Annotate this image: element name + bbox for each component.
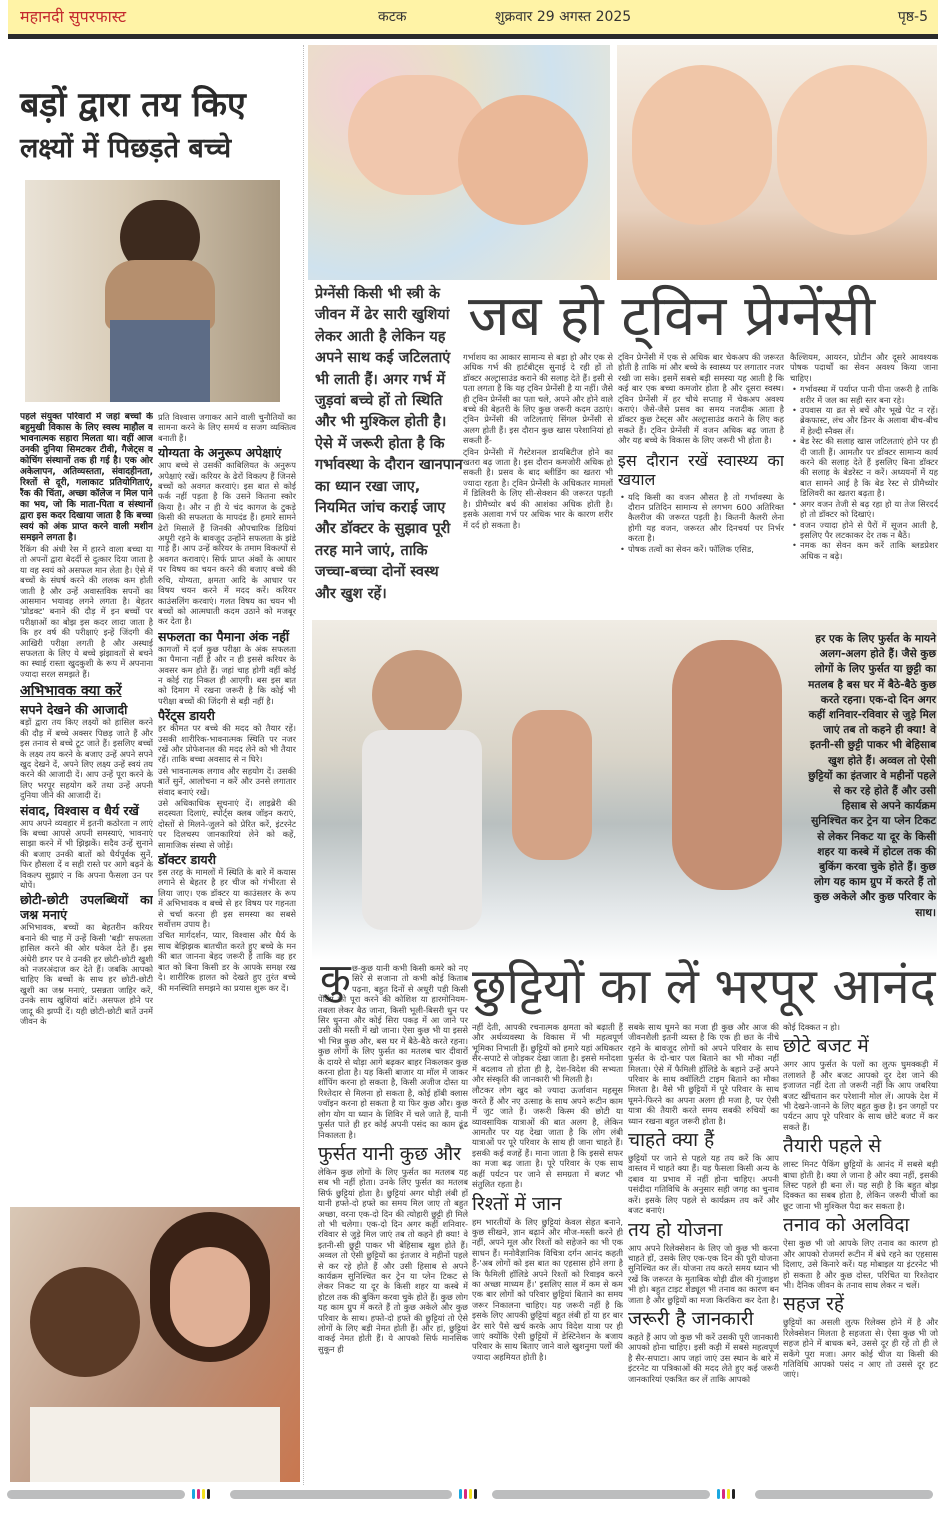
paragraph: सबके साथ घूमने का मजा ही कुछ और आज की जीवनशैली इतनी व्यस्त है कि एक ही छत के नीचे रहने के बावजूद लोगों को अपने परिवार के साथ फुर्सत के दो-चार पल बिताने का भी मौका नहीं मिलता। ऐसे में फैमिली हॉलिडे के बहाने उन्हें अपने परिवार के साथ क्वॉलिटी टाइम बिताने का मौका मिलता है। वैसे भी छुट्टियों में पूरे परिवार के साथ घूमने-फिरने का अपना अलग ही मजा है, पर ऐसी यात्रा की तैयारी करते समय सबकी रुचियों का ध्यान रखना बहुत जरूरी होता है। bbox=[628, 1022, 779, 1126]
article3-column-4 bbox=[783, 1022, 938, 1482]
registration-mark bbox=[192, 1489, 195, 1499]
subheading: पैरेंट्स डायरी bbox=[158, 708, 215, 724]
smiling-twins-photo bbox=[617, 45, 937, 280]
paragraph: प्रति विश्वास जगाकर आने वाली चुनौतियों का सामना करने के लिए समर्थ व सजग व्यक्तित्व बनाती हैं। bbox=[158, 412, 296, 443]
paragraph: ट्विन प्रेग्नेंसी में एक से अधिक बार चेकअप की जरूरत होती है ताकि मां और बच्चे के स्वास्थ्य पर लगातार नजर रखी जा सके। इसमें सबसे बड़ी समस्या यह आती है कि कई बार एक बच्चा कमजोर होता है और दूसरा स्वस्थ। ट्विन प्रेग्नेंसी में हर चौथे सप्ताह में चेकअप अवश्य कराएं। जैसे-जैसे प्रसव का समय नजदीक आता है डॉक्टर कुछ टेस्ट्स और अल्ट्रासाउंड कराने के लिए कह सकते हैं। ट्विन प्रेग्नेंसी में वजन अधिक बढ़ जाता है और यह बच्चे के विकास के लिए जरूरी भी होता है। bbox=[618, 352, 784, 446]
paragraph: नहीं देती, आपकी रचनात्मक क्षमता को बढ़ाती हैं और अर्थव्यवस्था के विकास में भी महत्वपूर्ण भूमिका निभाती हैं। छुट्टियों को हमारे यहां अधिकतर सैर-सपाटे से जोड़कर देखा जाता है। इससे मनोदशा में बदलाव तो होता ही है, देश-विदेश की सभ्यता और संस्कृति की जानकारी भी मिलती है। bbox=[472, 1022, 623, 1085]
paragraph: रैंकिंग की अंधी रेस में हारने वाला बच्चा या तो अपनों द्वारा बेदर्दी से दुत्कार दिया जाता है या वह स्वयं को असफल मान लेता है। ऐसे में बच्चों के संघर्ष करने की ललक कम होती जाती है और उन्हें अवास्तविक सपनों का आसमान भयावह लगने लगता है। बेहतर 'प्रोडक्ट' बनाने की दौड़ में इन बच्चों पर परीक्षाओं का बोझ इस कदर लादा जाता है कि हर वर्ष की परीक्षाएं इन्हें जिंदगी की आखिरी परीक्षा लगती है और अस्थाई सफलता के लिए ये बच्चे झंझावतों से बचने का स्थाई रास्ता खुदकुशी के रूप में अपनाना ज्यादा सरल समझते हैं। bbox=[20, 544, 153, 679]
registration-mark bbox=[474, 1489, 477, 1499]
paragraph: ट्विन प्रेग्नेंसी में गैस्टेशनल डायबिटीज होने का खतरा बढ़ जाता है। इस दौरान कमजोरी अधिक हो सकती है। प्रसव के बाद ब्लीडिंग का खतरा भी ज्यादा रहता है। ट्विन प्रेग्नेंसी के अधिकतर मामलों में डिलिवरी के लिए सी-सेक्शन की जरूरत पड़ती है। प्रीमैच्योर बर्थ की आशंका अधिक होती है। इसके अलावा गर्भ पर अधिक भार के कारण शरीर में दर्द हो सकता है। bbox=[463, 446, 613, 530]
masthead-bar bbox=[8, 0, 938, 34]
paragraph: गर्भाशय का आकार सामान्य से बड़ा हो और एक से अधिक गर्भ की हार्टबीट्स सुनाई दे रही हों तो डॉक्टर अल्ट्रासाउंड कराने की सलाह देते हैं। इसी से पता लगता है कि यह ट्विन प्रेग्नेंसी है या नहीं। जैसे ही ट्विन प्रेग्नेंसी का पता चले, अपने और होने वाले बच्चे की बेहतरी के लिए कुछ जरूरी कदम उठाएं। ट्विन प्रेग्नेंसी की जटिलताएं सिंगल प्रेग्नेंसी से अलग होती हैं। इस दौरान कुछ खास परेशानियां हो सकती हैं- bbox=[463, 352, 613, 446]
paragraph: छुट्टियों का असली लुत्फ रिलेक्स होने में है और रिलेक्सेशन मिलता है सहजता से। ऐसा कुछ भी जो सहज होने में बाधक बने, उससे दूर ही रहें तो ही ले सकेंगे पूरा मजा। अगर कोई चीज या किसी की गतिविधि आपको पसंद न आए तो उससे दूर हट जाएं। bbox=[783, 1317, 938, 1380]
article3-photo-caption: हर एक के लिए फुर्सत के मायने अलग-अलग होते हैं। जैसे कुछ लोगों के लिए फुर्सत या छुट्टी का मतलब है बस घर में बैठे-बैठे कुछ करते रहना। एक-दो दिन अगर कहीं शनिवार-रविवार से जुड़े मिल जाएं तब तो कहने ही क्या! वे इतनी-सी छुट्टी पाकर भी बेहिसाब खुश होते हैं। अव्वल तो ऐसी छुट्टियों का इंतजार वे महीनों पहले से कर रहे होते हैं और उसी हिसाब से अपने कार्यक्रम सुनिश्चित कर ट्रेन या प्लेन टिकट से लेकर निकट या दूर के किसी शहर या कस्बे में होटल तक की बुकिंग करवा चुके होते हैं। कुछ लोग यह काम ग्रुप में करते हैं तो कुछ अकेले और कुछ परिवार के साथ। bbox=[808, 633, 936, 919]
registration-mark bbox=[197, 1489, 200, 1499]
paragraph: कैल्शियम, आयरन, प्रोटीन और दूसरे आवश्यक पोषक पदार्थों का सेवन अवश्य किया जाना चाहिए। bbox=[790, 352, 938, 383]
subheading: फुर्सत यानी कुछ और bbox=[318, 1142, 461, 1165]
article1-headline-line1: बड़ों द्वारा तय किए bbox=[20, 85, 246, 125]
article3-headline: छुट्टियों का लें भरपूर आनंद bbox=[472, 958, 936, 1015]
subheading: सहज रहें bbox=[783, 1293, 844, 1316]
paragraph: छ-कुछ यानी कभी किसी कमरे को नए सिरे से सजाना तो कभी कोई किताब पढ़ना, बहुत दिनों से अधूरी पड़ी किसी पेंटिंग को पूरा करने की कोशिश या हारमोनियम-तबला लेकर बैठ जाना, किसी भूली-बिसरी धुन पर सिर धुनना और कोई सिरा पकड़ में आ जाने पर उसी की मस्ती में खो जाना। ऐसा कुछ भी या इससे भी भिन्न कुछ और, बस घर में बैठे-बैठे करते रहना। कुछ लोगों के लिए फुर्सत का मतलब चार दीवारों के दायरे से थोड़ा आगे बढ़कर बाहर निकलकर कुछ करना होता है। यह किसी बाजार या मॉल में जाकर शॉपिंग करना हो सकता है, किसी अजीज दोस्त या रिश्तेदार से मिलना हो सकता है, कोई हॉबी क्लास ज्वॉइन करना हो सकता है या फिर कुछ और। कुछ लोग योग या ध्यान के शिविर में चले जाते हैं, यानी फुर्सत पाते ही हर कोई अपनी पसंद का काम ढूंढ निकालता है। bbox=[318, 963, 468, 1140]
registration-mark bbox=[464, 1489, 467, 1499]
newspaper-name: महानदी सुपरफास्ट bbox=[20, 7, 127, 26]
article1-column-1 bbox=[20, 412, 153, 1207]
paragraph: छुट्टियों पर जाने से पहले यह तय करें कि आप वास्तव में चाहते क्या हैं। यह फैसला किसी अन्य के दबाव या प्रभाव में नहीं होना चाहिए। अपनी पसंदीदा गतिविधि के अनुसार सही जगह का चुनाव करें। इसके लिए पहले से कार्यक्रम तय करें और बजट बनाएं। bbox=[628, 1153, 779, 1216]
paragraph: इस तरह के मामलों में स्थिति के बारे में कयास लगाने से बेहतर है हर चीज को गंभीरता से लिया जाए। एक डॉक्टर या काउंसलर के रूप में अभिभावक व बच्चे से हर विषय पर गहनता से चर्चा करना ही इस समस्या का सबसे सर्वोत्तम उपाय है। bbox=[158, 867, 296, 930]
column-divider bbox=[303, 45, 304, 1485]
subheading: तैयारी पहले से bbox=[783, 1135, 882, 1158]
registration-mark bbox=[717, 1489, 720, 1499]
paragraph: अभिभावक, बच्चों का बेहतरीन करियर बनाने की चाह में उन्हें किसी 'बड़ी' सफलता हासिल करने की ओर धकेल देते हैं। इस अंधेरी डगर पर वे उनकी हर छोटी-छोटी खुशी को नजरअंदाज कर देते हैं। जबकि आपको चाहिए कि बच्चों के साथ हर छोटी-छोटी खुशी का जश्न मनाएं, प्रसन्नता जाहिर करें, उनके साथ खुशियां बांटें। असफल होने पर जादू की झप्पी दें। यही छोटी-छोटी बातें उनमें जीवन के bbox=[20, 922, 153, 1027]
sleeping-twins-photo bbox=[308, 45, 610, 280]
subheading: अभिभावक क्या करें bbox=[20, 683, 122, 700]
sad-child-photo bbox=[25, 180, 280, 402]
page-number: पृष्ठ-5 bbox=[897, 9, 928, 25]
article2-intro: प्रेग्नेंसी किसी भी स्त्री के जीवन में ढेर सारी खुशियां लेकर आती है लेकिन यह अपने साथ कई जटिलताएं भी लाती हैं। अगर गर्भ में जुड़वां बच्चे हों तो स्थिति और भी मुश्किल होती है। ऐसे में जरूरी होता है कि गर्भावस्था के दौरान खानपान का ध्यान रखा जाए, नियमित जांच कराई जाए और डॉक्टर के सुझाव पूरी तरह माने जाएं, ताकि जच्चा-बच्चा दोनों स्वस्थ और खुश रहें। bbox=[315, 286, 463, 602]
subheading: तय हो योजना bbox=[628, 1218, 723, 1241]
subheading: सफलता का पैमाना अंक नहीं bbox=[158, 628, 290, 644]
subheading: जरूरी है जानकारी bbox=[628, 1307, 754, 1330]
subheading: डॉक्टर डायरी bbox=[158, 852, 217, 868]
footer-bar bbox=[230, 1490, 452, 1499]
subheading: इस दौरान रखें स्वास्थ्य का खयाल bbox=[618, 450, 784, 489]
paragraph: अगर आप फुर्सत के पलों का लुत्फ घुमक्कड़ी में तलाशते हैं और बजट आपको दूर देश जाने की इजाजत नहीं देता तो जरूरी नहीं कि आप जबरिया बजट खींचतान कर परेशानी मोल लें। आपके देश में भी देखने-जानने के लिए बहुत कुछ है। इन जगहों पर पर्यटन आप पूरे परिवार के साथ छोटे बजट में कर सकते हैं। bbox=[783, 1059, 938, 1132]
registration-mark bbox=[469, 1489, 472, 1499]
paragraph: लौटकर लोग खुद को ज्यादा ऊर्जावान महसूस करते हैं और नए उत्साह के साथ अपने रूटीन काम में जुट जाते हैं। जरूरी किस्म की छोटी या व्यावसायिक यात्राओं की बात अलग है, लेकिन आमतौर पर यह देखा जाता है कि लोग लंबी यात्राओं पर पूरे परिवार के साथ ही जाना चाहते हैं। इसकी कई वजहें हैं। माना जाता है कि इससे सफर का मजा बढ़ जाता है। पूरे परिवार के एक साथ कहीं पर्यटन पर जाने से समग्रता में बजट भी संतुलित रहता है। bbox=[472, 1085, 623, 1190]
registration-mark bbox=[732, 1489, 735, 1499]
subheading: चाहते क्या हैं bbox=[628, 1129, 715, 1152]
footer-bar bbox=[7, 1490, 185, 1499]
paragraph: आप अपने व्यवहार में इतनी कठोरता न लाएं कि बच्चा आपसे अपनी समस्याएं, भावनाएं साझा करने में भी झिझकें। सदैव उन्हें सुनाने की बजाए उनकी बातों को धैर्यपूर्वक सुनें, फिर हौसला दें व सही रास्ते पर आगे बढ़ने के विकल्प सुझाएं न कि अपना फैसला उन पर थोपें। bbox=[20, 817, 153, 890]
edition-city: कटक bbox=[378, 9, 407, 25]
paragraph: लास्ट मिनट पैकिंग छुट्टियों के आनंद में सबसे बड़ी बाधा होती है। क्या ले जाना है और क्या नहीं, इसकी लिस्ट पहले ही बना लें। यह सही है कि बहुत बोझ दिक्कत का सबब होता है, लेकिन जरूरी चीजों का छूट जाना भी मुश्किल पैदा कर सकता है। bbox=[783, 1159, 938, 1211]
paragraph: बड़ों द्वारा तय किए लक्ष्यों को हासिल करने की दौड़ में बच्चे अक्सर पिछड़ जाते हैं और इस तनाव से बच्चे टूट जाते हैं। इसलिए बच्चों के लक्ष्य तय करने के बजाए उन्हें अपने सपने खुद देखने दें, अपने लिए लक्ष्य उन्हें स्वयं तय करने की आजादी दें। आप उन्हें पूरा करने के लिए भरपूर सहयोग करें तथा उन्हें अपनी दुनिया जीने की आजादी दें। bbox=[20, 717, 153, 801]
paragraph: कहते हैं आप जो कुछ भी करें उसकी पूरी जानकारी आपको होना चाहिए। इसी कड़ी में सबसे महत्वपूर्ण है सैर-सपाटा। आप जहां जाएं उस स्थान के बारे में इंटरनेट या पत्रिकाओं की मदद लेते हुए कई जरूरी जानकारियां एकत्रित कर लें ताकि आपको bbox=[628, 1331, 779, 1384]
paragraph: कोई दिक्कत न हो। bbox=[783, 1022, 840, 1032]
paragraph: लेकिन कुछ लोगों के लिए फुर्सत का मतलब यह सब भी नहीं होता। उनके लिए फुर्सत का मतलब सिर्फ छुट्टियां होता है। छुट्टियां अगर थोड़ी लंबी हों यानी हफ्ते-दो हफ्ते का समय मिल जाए तो बहुत अच्छा, वरना एक-दो दिन की त्योहारी छुट्टी ही मिले तो भी चलेगा। एक-दो दिन अगर कहीं शनिवार-रविवार से जुड़े मिल जाएं तब तो कहने ही क्या! वे इतनी-सी छुट्टी पाकर भी बेहिसाब खुश होते हैं। अव्वल तो ऐसी छुट्टियों का इंतजार वे महीनों पहले से कर रहे होते हैं और उसी हिसाब से अपने कार्यक्रम सुनिश्चित कर ट्रेन या प्लेन टिकट से लेकर निकट या दूर के किसी शहर या कस्बे में होटल तक की बुकिंग करवा चुके होते हैं। कुछ लोग यह काम ग्रुप में करते हैं तो कुछ अकेले और कुछ परिवार के साथ। हफ्ते-दो हफ्ते की छुट्टियां तो ऐसे लोगों के लिए बड़ी नेमत होती हैं। और हां, छुट्टियां वाकई नेमत होती हैं। ये आपको सिर्फ मानसिक सुकून ही bbox=[318, 1166, 468, 1354]
paragraph: ऐसा कुछ भी जो आपके लिए तनाव का कारण हो और आपको रोजमर्रा रूटीन में बंधे रहने का एहसास दिलाए, उसे किनारे करें। यह मोबाइल या इंटरनेट भी हो सकता है और कुछ दोस्त, परिचित या रिश्तेदार भी। दैनिक जीवन के तनाव साथ लेकर न चलें। bbox=[783, 1238, 938, 1290]
bullet-item: • गर्भावस्था में पर्याप्त पानी पीना जरूरी है ताकि शरीर में जल का सही स्तर बना रहे। bbox=[790, 384, 938, 405]
registration-mark bbox=[202, 1489, 205, 1499]
article2-headline: जब हो ट्विन प्रेग्नेंसी bbox=[468, 284, 876, 349]
paragraph: पहले संयुक्त परिवारों में जहां बच्चों के बहुमुखी विकास के लिए स्वस्थ माहौल व भावनात्मक सहारा मिलता था। वहीं आज उनकी दुनिया सिमटकर टीवी, गैजेट्स व कोचिंग संस्थानों तक ही गई है। एक ओर अकेलापन, अतिव्यस्तता, संवादहीनता, रिश्तों से दूरी, गलाकाट प्रतियोगिताएं, रैंक की चिंता, अच्छा कॉलेज न मिल पाने का भय, जो कि माता-पिता व संस्थानों द्वारा इस कदर दिखाया जाता है कि बच्चा स्वयं को अंक प्राप्त करने वाली मशीन समझने लगता है। bbox=[20, 412, 153, 543]
paragraph: कागजों में दर्ज कुछ परीक्षा के अंक सफलता का पैमाना नहीं है और न ही इससे करियर के अवसर कम होते हैं। जहां चाह होगी वहीं कोई न कोई राह निकल ही आएगी। बस इस बात को दिमाग में रखना जरूरी है कि कोई भी परीक्षा बच्चों की जिंदगी से बड़ी नहीं है। bbox=[158, 643, 296, 706]
paragraph: उसे भावनात्मक लगाव और सहयोग दें। उसकी बातें सुनें, आलोचना न करें और उनसे लगातार संवाद बनाएं रखें। bbox=[158, 765, 296, 797]
paragraph: आप बच्चे से उसकी काबिलियत के अनुरूप अपेक्षाएं रखें। करियर के ढेरों विकल्प हैं जिनसे बच्चों को अवगत करवाएं। इस बात से कोई फर्क नहीं पड़ता है कि उसने कितना स्कोर किया है। और न ही ये चंद कागज के टुकड़े किसी की सफलता के मापदंड हैं। हमारे सामने ढेरों मिसालें हैं जिनकी औपचारिक डिग्रियां अधूरी रहने के बावजूद उन्होंने सफलता के झंडे गाड़े हैं। आप उन्हें करियर के तमाम विकल्पों से अवगत करावाएं। सिर्फ प्राप्त अंकों के आधार पर विषय का चयन करने की बजाए बच्चे की रुचि, योग्यता, क्षमता आदि के आधार पर विषय चयन करने में मदद करें। करियर काउंसलिंग करवाएं। गलत विषय का चयन भी बच्चों को आत्मघाती कदम उठाने को मजबूर कर देता है। bbox=[158, 460, 296, 627]
paragraph: हर कीमत पर बच्चे की मदद को तैयार रहें। उसकी शारीरिक-भावनात्मक स्थिति पर नजर रखें और प्रोफेशनल की मदद लेने को भी तैयार रहें। ताकि बच्चा अवसाद से न घिरे। bbox=[158, 723, 296, 765]
bullet-item: • वजन ज्यादा होने से पैरों में सूजन आती है, इसलिए पैर लटकाकर देर तक न बैठें। bbox=[790, 520, 938, 541]
subheading: सपने देखने की आजादी bbox=[20, 702, 128, 718]
article3-column-3 bbox=[628, 1022, 779, 1482]
bullet-item: • बेड रेस्ट की सलाह खास जटिलताएं होने पर ही दी जाती हैं। आमतौर पर डॉक्टर सामान्य कार्य करने की सलाह देते हैं इसलिए बिना डॉक्टर की सलाह के बेडरेस्ट न करें। अध्ययनों में यह बात सामने आई है कि बेड रेस्ट से प्रीमैच्योर डिलिवरी का खतरा बढ़ता है। bbox=[790, 436, 938, 498]
subheading: तनाव को अलविदा bbox=[783, 1214, 910, 1237]
bullet-item: • उपवास या व्रत से बचें और भूखे पेट न रहें। ब्रेकफास्ट, लंच और डिनर के अलावा बीच-बीच में हेल्दी स्नैक्स लें। bbox=[790, 405, 938, 436]
bullet-item: • पोषक तत्वों का सेवन करें। फॉलिक एसिड, bbox=[618, 544, 784, 554]
paragraph: उचित मार्गदर्शन, प्यार, विश्वास और धैर्य के साथ बेझिझक बातचीत करते हुए बच्चे के मन की बात जानना बेहद जरूरी है ताकि वह हर बात को बिना किसी डर के आपके समक्ष रख दे। शारीरिक हालत को देखते हुए तुरंत बच्चे की मनस्थिति समझने का प्रयास शुरू कर दें। bbox=[158, 930, 296, 993]
bullet-item: • अगर वजन तेजी से बढ़ रहा हो या तेज सिरदर्द हो तो डॉक्टर को दिखाएं। bbox=[790, 499, 938, 520]
bullet-item: • नमक का सेवन कम करें ताकि ब्लडप्रेशर अधिक न बढ़े। bbox=[790, 540, 938, 561]
registration-mark bbox=[207, 1489, 210, 1499]
article2-column-2 bbox=[618, 352, 784, 614]
article3-column-1 bbox=[318, 963, 468, 1483]
article2-column-3 bbox=[790, 352, 938, 614]
paragraph: उसे अधिकाधिक सूचनाएं दें। लाइब्रेरी की सदस्यता दिलाएं, स्पोर्ट्स क्लब जॉइन कराएं, दोस्तों से मिलने-जुलने को प्रेरित करें, इंटरनेट पर दिलचस्प जानकारियां लेने को कहें, सामाजिक संस्था से जोड़ें। bbox=[158, 798, 296, 850]
subheading: छोटी-छोटी उपलब्धियों का जश्न मनाएं bbox=[20, 892, 153, 923]
registration-mark bbox=[727, 1489, 730, 1499]
footer-bar bbox=[755, 1490, 933, 1499]
article2-column-1 bbox=[463, 352, 613, 614]
masthead-divider bbox=[8, 34, 938, 39]
article1-column-2 bbox=[158, 412, 296, 1207]
article3-drop-cap: कु bbox=[320, 956, 351, 1002]
subheading: छोटे बजट में bbox=[783, 1035, 869, 1058]
registration-mark bbox=[459, 1489, 462, 1499]
issue-date: शुक्रवार 29 अगस्त 2025 bbox=[495, 9, 632, 25]
paragraph: हम भारतीयों के लिए छुट्टियां केवल सेहत बनाने, कुछ सीखने, ज्ञान बढ़ाने और मौज-मस्ती करने ही नहीं, अपने मूल और रिश्तों को सहेजने का भी एक साधन हैं। मनोवैज्ञानिक विचित्रा दर्गन आनंद कहती हैं-'अब लोगों को इस बात का एहसास होने लगा है कि फैमिली हॉलिडे अपने रिश्तों को रिवाइव करने का अच्छा माध्यम हैं।' इसलिए साल में कम से कम एक बार लोगों को परिवार छुट्टियां बिताने का समय जरूर निकालना चाहिए। यह जरूरी नहीं है कि इसके लिए आपकी छुट्टियां बहुत लंबी हों या हर बार ढेर सारे पैसे खर्च करके आप विदेश यात्रा पर ही जाएं क्योंकि ऐसी छुट्टियों में डेस्टिनेशन के बजाय परिवार के साथ बिताए जाने वाले खुशनुमा पलों की ज्यादा अहमियत होती है। bbox=[472, 1216, 623, 1362]
article3-column-2 bbox=[472, 1022, 623, 1482]
mother-daughter-photo bbox=[10, 1207, 300, 1482]
bullet-item: • यदि किसी का वजन औसत है तो गर्भावस्था के दौरान प्रतिदिन सामान्य से लगभग 600 अतिरिक्त कैलरीज की जरूरत पड़ती है। कितनी कैलरी लेना होगी यह वजन, जरूरत और दिनचर्या पर निर्भर करता है। bbox=[618, 492, 784, 544]
paragraph: आप अपने रिलेक्सेशन के लिए जो कुछ भी करना चाहते हों, उसके लिए एक-एक दिन की पूरी योजना सुनिश्चित कर लें। योजना तय करते समय ध्यान भी रखें कि जरूरत के मुताबिक थोड़ी ढील की गुंजाइश भी हो। बहुत टाइट शेड्यूल भी तनाव का कारण बन जाता है और छुट्टियों का मजा किरकिरा कर देता है। bbox=[628, 1242, 779, 1305]
footer-bar bbox=[492, 1490, 710, 1499]
subheading: संवाद, विश्वास व धैर्य रखें bbox=[20, 802, 139, 818]
registration-mark bbox=[722, 1489, 725, 1499]
subheading: रिश्तों में जान bbox=[472, 1192, 562, 1215]
subheading: योग्यता के अनुरूप अपेक्षाएं bbox=[158, 445, 282, 461]
article1-headline-line2: लक्ष्यों में पिछड़ते बच्चे bbox=[20, 133, 232, 164]
